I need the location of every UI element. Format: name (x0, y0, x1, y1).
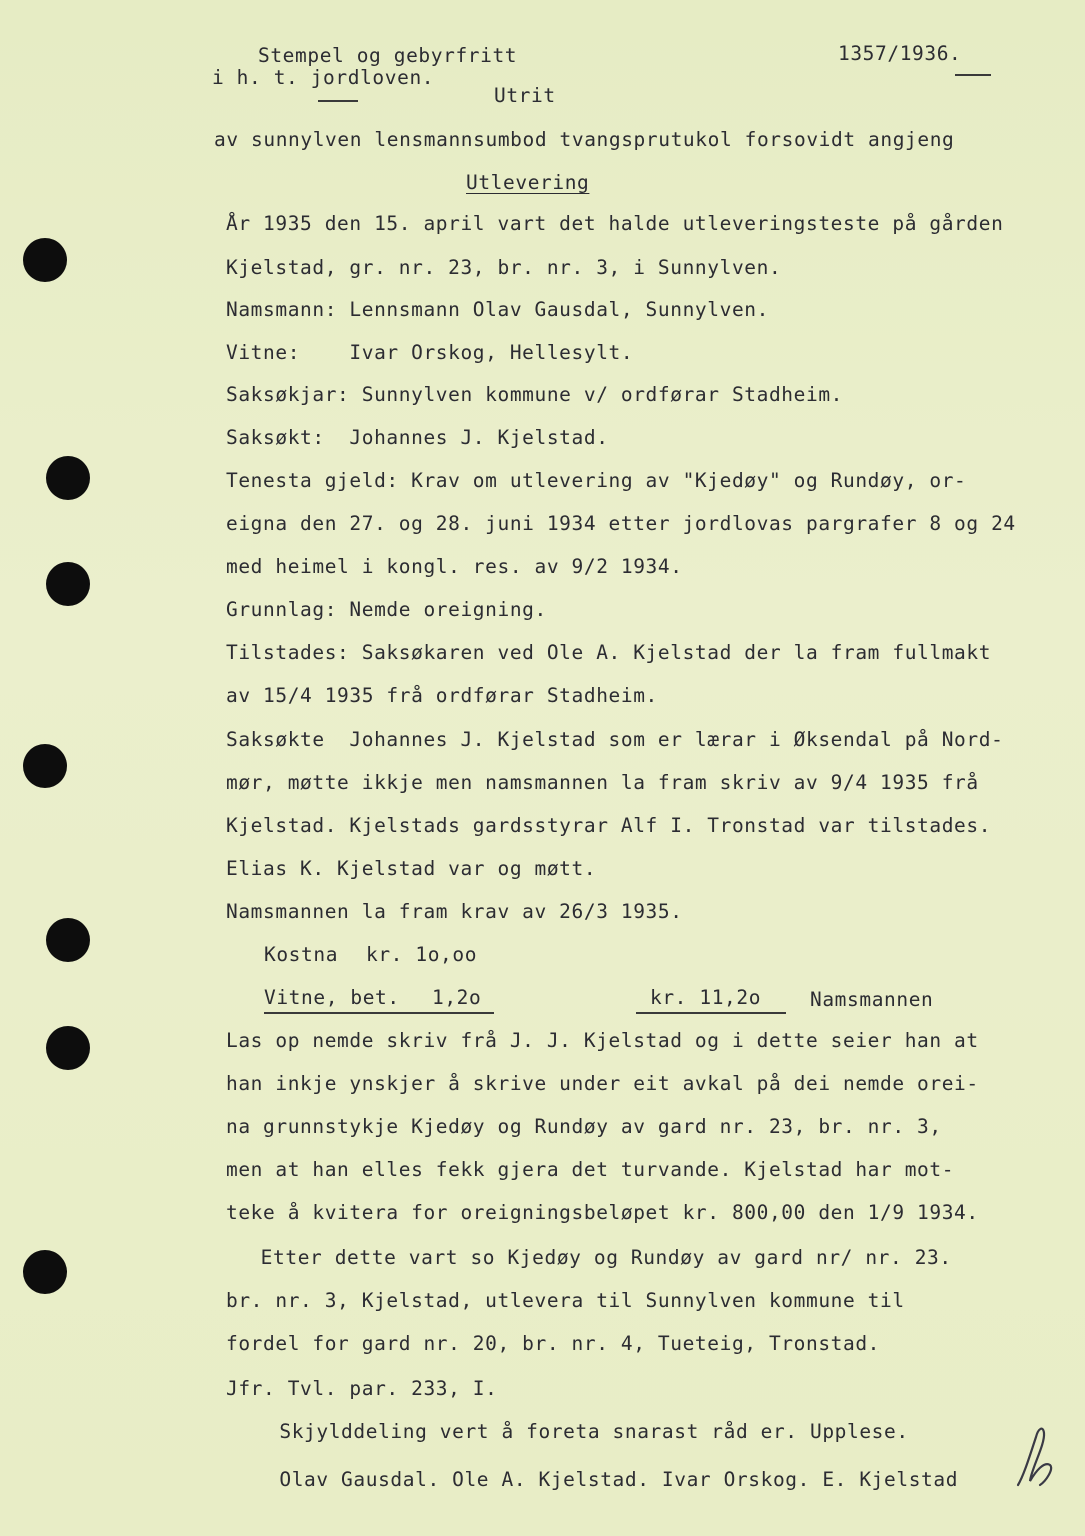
stamp-line-1: Stempel og gebyrfritt (258, 44, 518, 67)
text-line-14: mør, møtte ikkje men namsmannen la fram skriv av 9/4 1935 frå (226, 771, 979, 794)
text-line-5: Saksøkjar: Sunnylven kommune v/ ordførar Stadheim. (226, 383, 843, 406)
text-line-17: Namsmannen la fram krav av 26/3 1935. (226, 900, 683, 923)
handwritten-initials (1010, 1415, 1060, 1495)
punch-hole-2 (46, 456, 90, 500)
text-line-10: Grunnlag: Nemde oreigning. (226, 598, 547, 621)
text-line-8: eigna den 27. og 28. juni 1934 etter jordlovas pargrafer 8 og 24 (226, 512, 1016, 535)
cost-underline-2 (636, 1012, 786, 1014)
text-line-9: med heimel i kongl. res. av 9/2 1934. (226, 555, 683, 578)
text-line-3: Namsmann: Lennsmann Olav Gausdal, Sunnylven. (226, 298, 769, 321)
text-line-15: Kjelstad. Kjelstads gardsstyrar Alf I. Tronstad var tilstades. (226, 814, 992, 837)
text-line-13: Saksøkte Johannes J. Kjelstad som er lærar i Øksendal på Nord- (226, 728, 1004, 751)
cost-underline-1 (264, 1012, 494, 1014)
text-line-2: Kjelstad, gr. nr. 23, br. nr. 3, i Sunnylven. (226, 256, 782, 279)
text2-line-8: fordel for gard nr. 20, br. nr. 4, Tueteig, Tronstad. (226, 1332, 881, 1355)
text2-line-9: Jfr. Tvl. par. 233, I. (226, 1377, 498, 1400)
text2-line-3: na grunnstykje Kjedøy og Rundøy av gard nr. 23, br. nr. 3, (226, 1115, 942, 1138)
cost-total: kr. 11,2o (650, 986, 762, 1009)
punch-hole-5 (46, 918, 90, 962)
punch-hole-1 (23, 238, 67, 282)
text2-line-4: men at han elles fekk gjera det turvande. Kjelstad har mot- (226, 1158, 955, 1181)
document-number: 1357/1936. (838, 42, 962, 65)
punch-hole-6 (46, 1026, 90, 1070)
text-line-11: Tilstades: Saksøkaren ved Ole A. Kjelstad der la fram fullmakt (226, 641, 992, 664)
text2-line-10: Skjylddeling vert å foreta snarast råd er. Upplese. (230, 1420, 909, 1443)
punch-hole-3 (46, 562, 90, 606)
text-line-1: År 1935 den 15. april vart det halde utleveringsteste på gården (226, 212, 1004, 235)
cost-vitne-label: Vitne, bet. (264, 986, 400, 1009)
text2-line-6: Etter dette vart so Kjedøy og Rundøy av gard nr/ nr. 23. (236, 1246, 952, 1269)
text-line-16: Elias K. Kjelstad var og møtt. (226, 857, 597, 880)
punch-hole-7 (23, 1250, 67, 1294)
text2-line-7: br. nr. 3, Kjelstad, utlevera til Sunnylven kommune til (226, 1289, 905, 1312)
punch-hole-4 (23, 744, 67, 788)
text2-line-11: Olav Gausdal. Ole A. Kjelstad. Ivar Orskog. E. Kjelstad (230, 1468, 959, 1491)
text2-line-5: teke å kvitera for oreigningsbeløpet kr. 800,00 den 1/9 1934. (226, 1201, 979, 1224)
text-line-7: Tenesta gjeld: Krav om utlevering av "Kjedøy" og Rundøy, or- (226, 469, 967, 492)
stamp-underline (318, 100, 358, 102)
text2-line-1: Las op nemde skriv frå J. J. Kjelstad og i dette seier han at (226, 1029, 979, 1052)
cost-kostna-value: kr. 1o,oo (366, 943, 478, 966)
text-line-4: Vitne: Ivar Orskog, Hellesylt. (226, 341, 634, 364)
stamp-line-2: i h. t. jordloven. (212, 66, 435, 89)
cost-kostna-label: Kostna (264, 943, 339, 966)
cost-payee: Namsmannen (810, 988, 934, 1011)
number-underline (955, 74, 991, 76)
section-heading: Utlevering (466, 171, 590, 194)
text-line-6: Saksøkt: Johannes J. Kjelstad. (226, 426, 609, 449)
text-line-12: av 15/4 1935 frå ordførar Stadheim. (226, 684, 658, 707)
text2-line-2: han inkje ynskjer å skrive under eit avkal på dei nemde orei- (226, 1072, 979, 1095)
document-title: Utrit (494, 84, 556, 107)
cost-vitne-value: 1,2o (432, 986, 482, 1009)
subtitle-line: av sunnylven lensmannsumbod tvangsprutukol forsovidt angjeng (214, 128, 955, 151)
